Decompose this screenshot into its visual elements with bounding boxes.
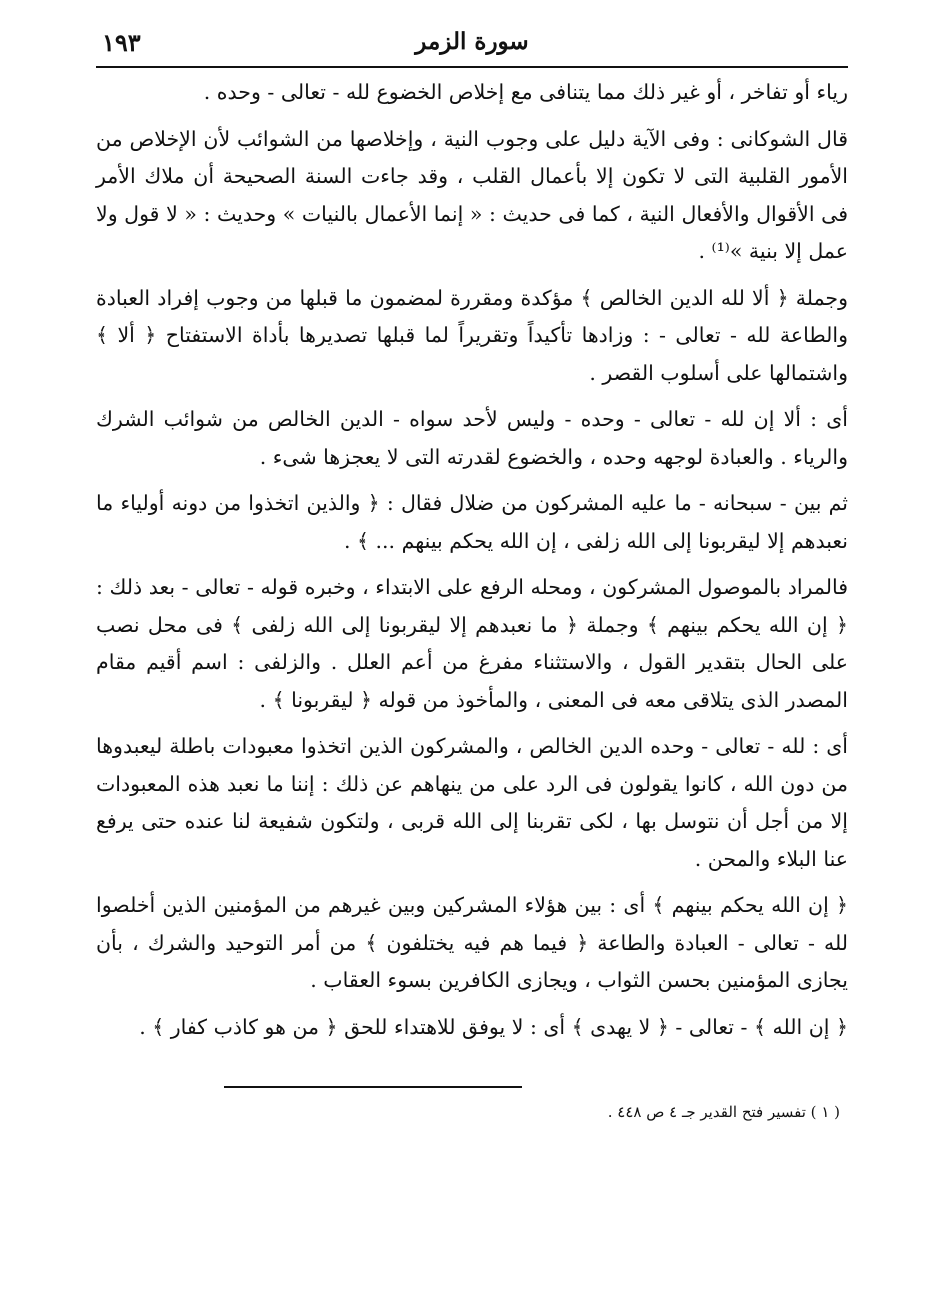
page-header [96, 22, 848, 68]
footnote: ( ١ ) تفسير فتح القدير جـ ٤ ص ٤٤٨ . [607, 1103, 840, 1121]
paragraph: ﴿ إن الله ﴾ - تعالى - ﴿ لا يهدى ﴾ أى : لا يوفق للاهتداء للحق ﴿ من هو كاذب كفار ﴾ . [139, 1014, 848, 1039]
book-page [96, 22, 848, 1126]
paragraph: وجملة ﴿ ألا لله الدين الخالص ﴾ مؤكدة ومقررة لمضمون ما قبلها من وجوب إفراد العبادة والطاعة لله - تعالى - : وزادها تأكيداً وتقريراً لما قبلها تصديرها بأداة الاستفتاح ﴿ ألا ﴾ واشتمالها على أسلوب القصر . [96, 285, 848, 385]
paragraph: فالمراد بالموصول المشركون ، ومحله الرفع على الابتداء ، وخبره قوله - تعالى - بعد ذلك : ﴿ إن الله يحكم بينهم ﴾ وجملة ﴿ ما نعبدهم إلا ليقربونا إلى الله زلفى ﴾ فى محل نصب على الحال بتقدير القول ، والاستثناء مفرغ من أعم العلل . والزلفى : اسم أقيم مقام المصدر الذى يتلاقى معه فى المعنى ، والمأخوذ من قوله ﴿ ليقربونا ﴾ . [96, 575, 848, 712]
paragraph: أى : ألا إن لله - تعالى - وحده - وليس لأحد سواه - الدين الخالص من شوائب الشرك والرياء . والعبادة لوجهه وحده ، والخضوع لقدرته التى لا يعجزها شىء . [96, 407, 848, 469]
surah-title: سورة الزمر [415, 28, 529, 55]
paragraph: رياء أو تفاخر ، أو غير ذلك مما يتنافى مع إخلاص الخضوع لله - تعالى - وحده . [203, 80, 848, 104]
page-number: ١٩٣ [102, 28, 141, 57]
paragraph: أى : لله - تعالى - وحده الدين الخالص ، والمشركون الذين اتخذوا معبودات باطلة ليعبدوها من دون الله ، كانوا يقولون فى الرد على من ينهاهم عن ذلك : إننا ما نعبد هذه المعبودات إلا من أجل أن نتوسل بها ، لكى تقربنا إلى الله قربى ، ولتكون شفيعة لنا عنده حتى يرفع عنا البلاء والمحن . [96, 734, 848, 871]
paragraph: ﴿ إن الله يحكم بينهم ﴾ أى : بين هؤلاء المشركين وبين غيرهم من المؤمنين الذين أخلصوا لله - تعالى - العبادة والطاعة ﴿ فيما هم فيه يختلفون ﴾ من أمر التوحيد والشرك ، بأن يجازى المؤمنين بحسن الثواب ، ويجازى الكافرين بسوء العقاب . [96, 893, 848, 992]
footnote-divider [224, 1086, 522, 1088]
page-body [96, 68, 848, 1046]
paragraph: ثم بين - سبحانه - ما عليه المشركون من ضلال فقال : ﴿ والذين اتخذوا من دونه أولياء ما نعبدهم إلا ليقربونا إلى الله زلفى ، إن الله يحكم بينهم ... ﴾ . [96, 491, 848, 553]
paragraph: قال الشوكانى : وفى الآية دليل على وجوب النية ، وإخلاصها من الشوائب لأن الإخلاص من الأمور القلبية التى لا تكون إلا بأعمال القلب ، وقد جاءت السنة الصحيحة أن ملاك الأمر فى الأقوال والأفعال النية ، كما فى حديث : « إنما الأعمال بالنيات » وحديث : « لا قول ولا عمل إلا بنية »⁽¹⁾ . [96, 126, 848, 263]
